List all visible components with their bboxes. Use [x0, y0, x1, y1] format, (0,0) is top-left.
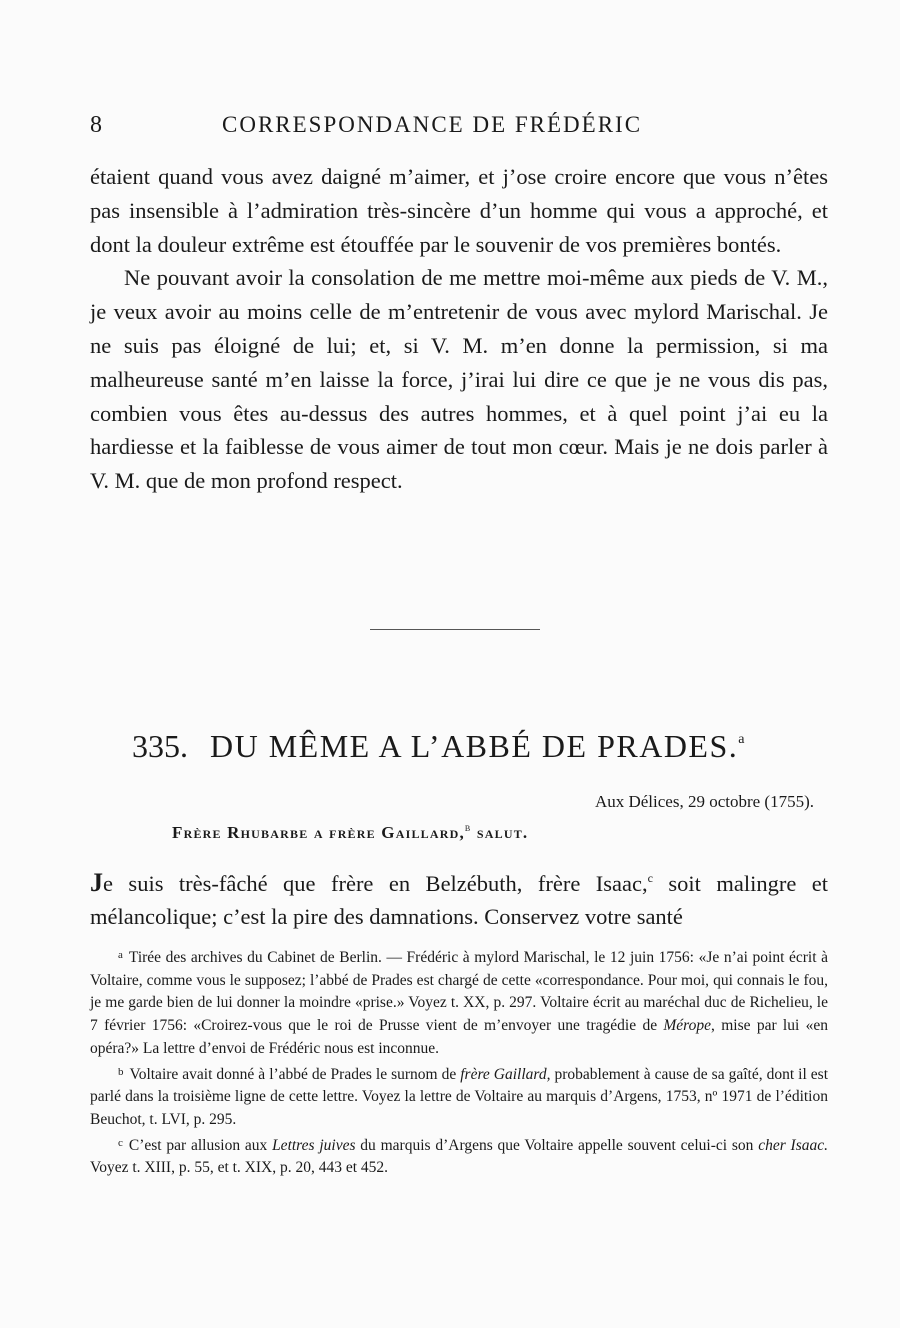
- letter-title: DU MÊME A L’ABBÉ DE PRADES.: [210, 728, 739, 764]
- footnote-ref[interactable]: c: [647, 871, 653, 885]
- footnote-italic: cher Isaac.: [758, 1136, 828, 1154]
- running-head: [90, 112, 830, 146]
- footnote-text: C’est par allusion aux: [128, 1136, 273, 1154]
- footnote-italic: frère Gaillard,: [460, 1065, 551, 1083]
- footnote-text: Voltaire avait donné à l’abbé de Prades le surnom de: [129, 1065, 461, 1083]
- footnote-text: du marquis d’Argens que Voltaire appelle souvent celui-ci son: [355, 1136, 759, 1154]
- initial-letter: J: [90, 868, 103, 897]
- footnote-mark: b: [118, 1065, 124, 1078]
- footnote-c: [90, 1132, 828, 1180]
- salutation-text: salut.: [476, 823, 529, 842]
- footnote-mark: c: [118, 1136, 123, 1149]
- footnote-text: Voyez t. XIII, p. 55, et t. XIX, p. 20, 443 et 452.: [90, 1159, 389, 1177]
- section-divider: [370, 629, 540, 630]
- letter-number: 335.: [132, 728, 188, 764]
- salutation: [172, 820, 528, 843]
- paragraph: [90, 862, 828, 933]
- footnotes: [90, 944, 828, 1180]
- paragraph: Ne pouvant avoir la consolation de me mettre moi-même aux pieds de V. M., je veux avoir au moins celle de m’entretenir de vous avec mylord Marischal. Je ne suis pas éloigné de lui; et, si V. M. m’en donne la permission, si ma malheureuse santé m’en laisse la force, j’irai lui dire ce que je ne vous dis pas, combien vous êtes au-dessus des autres hommes, et à quel point j’ai eu la hardiesse et la faiblesse de vous aimer de tout mon cœur. Mais je ne dois parler à V. M. que de mon profond respect.: [90, 265, 828, 494]
- letter-body: [90, 862, 828, 933]
- body-text: e suis très-fâché que frère en Belzébuth, frère Isaac,: [103, 871, 648, 896]
- footnote-b: [90, 1061, 828, 1132]
- footnote-text: Tirée des archives du Cabinet de Berlin. — Frédéric à mylord Marischal, le 12 juin 1756: «Je n’ai point écrit à Voltaire, comme vous le supposez; l’abbé de Prades est chargé de cette «correspondance. Pour moi, qui connais le fou, je me garde bien de lui donner la moindre «prise.» Voyez t. XX, p. 297. Voltaire écrit au maréchal duc de Richelieu, le 7 février 1756: «Croirez-vous que le roi de Prusse vient de m’envoyer une tragédie de: [90, 949, 828, 1035]
- body-text: soit malingre et mélancolique; c’est la pire des damnations. Conservez votre santé: [90, 871, 828, 929]
- running-title: CORRESPONDANCE DE FRÉDÉRIC: [222, 112, 643, 137]
- footnote-text: probablement à cause de sa gaîté, dont il est parlé dans la troisième ligne de cette lettre. Voyez la lettre de Voltaire au marquis d’Argens, 1753, nº 1971 de l’édition Beuchot, t. LVI, p. 295.: [90, 1065, 829, 1128]
- page-number: 8: [90, 112, 102, 138]
- footnote-text: , mise par lui «en opéra?» La lettre d’envoi de Frédéric nous est inconnue.: [90, 1017, 828, 1057]
- dateline: Aux Délices, 29 octobre (1755).: [594, 792, 814, 811]
- continued-letter-text: [90, 160, 828, 498]
- footnote-italic: Mérope: [663, 1017, 712, 1035]
- footnote-mark: a: [118, 949, 123, 961]
- paragraph: étaient quand vous avez daigné m’aimer, et j’ose croire encore que vous n’êtes pas insensible à l’admiration très-sincère d’un homme qui vous a approché, et dont la douleur extrême est étouffée par le souvenir de vos premières bontés.: [90, 164, 828, 257]
- footnote-ref[interactable]: a: [738, 732, 745, 747]
- salutation-text: Frère Rhubarbe a frère Gaillard,: [172, 823, 465, 842]
- footnote-ref[interactable]: b: [464, 820, 472, 834]
- footnote-a: [90, 944, 828, 1061]
- letter-heading: [132, 728, 744, 765]
- footnote-italic: Lettres juives: [272, 1136, 356, 1154]
